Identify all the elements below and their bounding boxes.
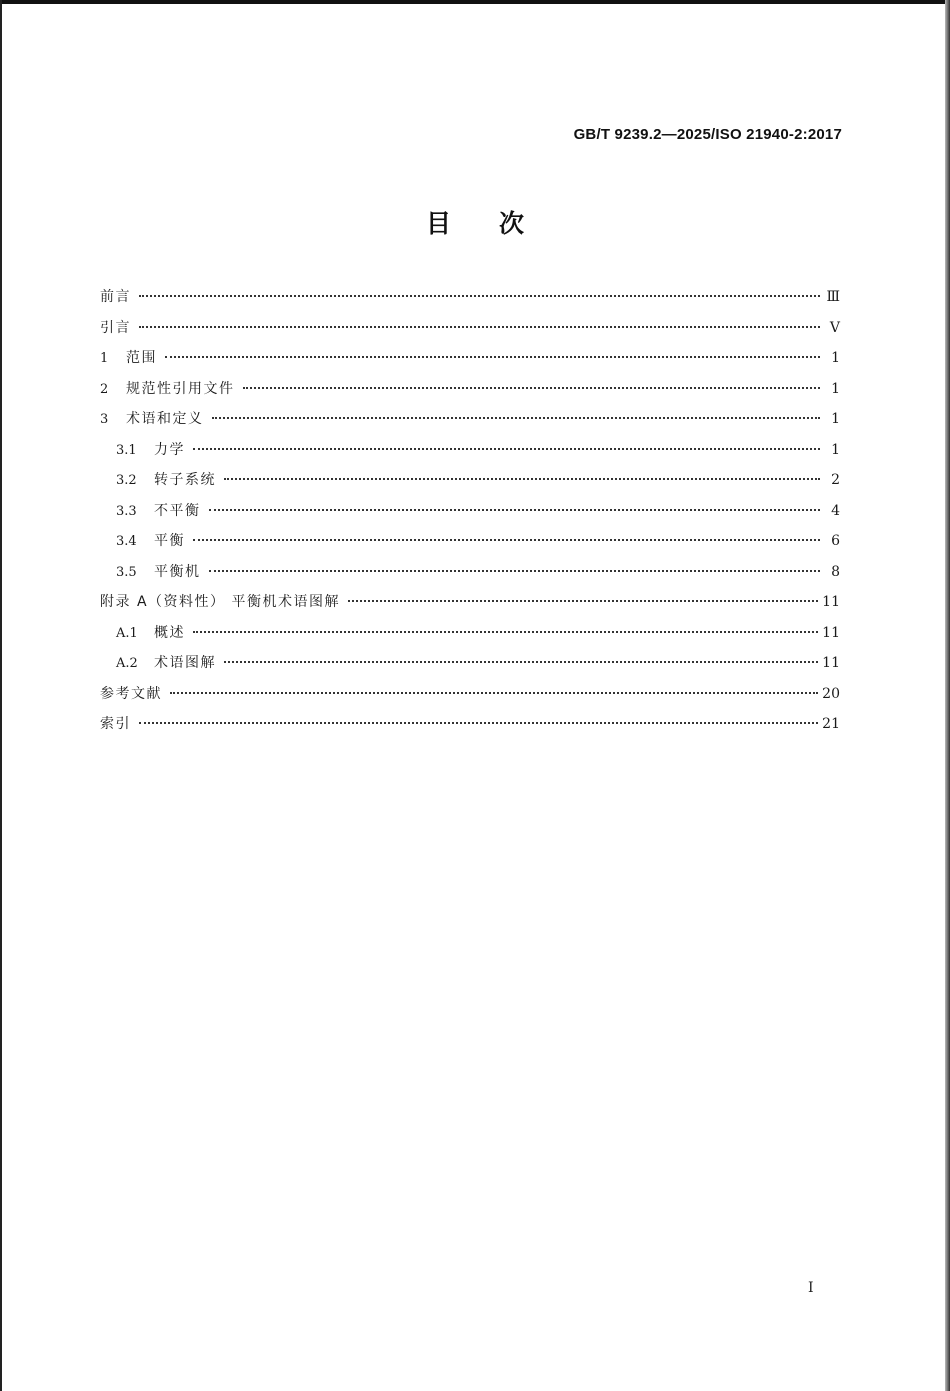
standard-identifier: GB/T 9239.2—2025/ISO 21940-2:2017 [573, 126, 842, 143]
toc-entry-label: 概述 [154, 624, 185, 641]
toc-entry-label: 不平衡 [154, 502, 201, 519]
toc-entry[interactable] [100, 347, 840, 378]
toc-entry-page: 21 [822, 716, 840, 732]
toc-entry-page: 1 [831, 441, 840, 458]
toc-entry[interactable] [100, 713, 840, 744]
toc-entry-label: 力学 [154, 441, 185, 458]
toc-entry-label: 术语图解 [154, 655, 216, 671]
toc-dot-leader [139, 295, 820, 297]
toc-entry-page: 2 [831, 472, 840, 488]
toc-entry-number: A.1 [116, 625, 138, 641]
page-number: I [808, 1280, 814, 1296]
toc-entry[interactable] [100, 683, 840, 714]
toc-entry[interactable] [100, 408, 840, 439]
toc-entry-label: 前言 [100, 289, 131, 305]
toc-entry[interactable] [100, 530, 840, 561]
toc-dot-leader [193, 539, 820, 541]
toc-entry-label: 引言 [100, 319, 131, 336]
toc-entry-page: 8 [831, 563, 840, 580]
toc-entry-label: 附录 A（资料性） 平衡机术语图解 [100, 594, 340, 610]
toc-entry-label: 术语和定义 [126, 411, 204, 427]
toc-dot-leader [165, 356, 820, 358]
toc-entry-number: 3.1 [116, 442, 137, 458]
toc-dot-leader [170, 692, 818, 694]
page-title: 目次 [425, 209, 572, 238]
toc-entry-page: 20 [822, 685, 840, 702]
toc-entry-label: 索引 [100, 716, 131, 732]
toc-entry-page: 11 [822, 594, 840, 610]
toc-dot-leader [224, 661, 818, 663]
toc-entry[interactable] [100, 561, 840, 592]
toc-entry-number: 3 [100, 412, 109, 427]
toc-entry-number: 1 [100, 351, 109, 366]
toc-dot-leader [209, 509, 821, 511]
toc-dot-leader [209, 570, 821, 572]
toc-entry[interactable] [100, 439, 840, 470]
toc-entry-number: 2 [100, 381, 109, 397]
toc-entry-number: 3.2 [116, 473, 137, 488]
toc-dot-leader [212, 417, 821, 419]
toc-entry-page: 11 [822, 624, 840, 641]
toc-entry-page: Ⅲ [826, 289, 840, 305]
toc-entry-page: 4 [831, 502, 840, 519]
toc-entry-label: 规范性引用文件 [126, 380, 235, 397]
toc-dot-leader [139, 722, 818, 724]
toc-entry[interactable] [100, 622, 840, 653]
toc-dot-leader [193, 631, 818, 633]
toc-entry[interactable] [100, 652, 840, 683]
toc-entry-page: 6 [831, 533, 840, 549]
toc-entry[interactable] [100, 286, 840, 317]
toc-dot-leader [348, 600, 818, 602]
toc-entry-number: 3.4 [116, 534, 137, 549]
toc-entry-label: 参考文献 [100, 685, 162, 702]
toc-entry-label: 平衡 [154, 533, 185, 549]
toc-entry[interactable] [100, 317, 840, 348]
toc-entry-label: 范围 [126, 350, 157, 366]
toc-dot-leader [243, 387, 821, 389]
scan-border-top [0, 0, 950, 4]
toc-entry-page: 1 [831, 411, 840, 427]
toc-entry-page: 1 [831, 350, 840, 366]
toc-entry-page: Ⅴ [829, 319, 840, 336]
toc-entry-label: 转子系统 [154, 472, 216, 488]
toc-entry-page: 11 [822, 655, 840, 671]
toc-entry-number: 3.5 [116, 564, 137, 580]
toc-entry-label: 平衡机 [154, 563, 201, 580]
toc-entry-number: 3.3 [116, 503, 137, 519]
toc-entry[interactable] [100, 469, 840, 500]
toc-dot-leader [224, 478, 820, 480]
toc-dot-leader [139, 326, 820, 328]
toc-entry[interactable] [100, 591, 840, 622]
table-of-contents [100, 286, 840, 744]
toc-entry-page: 1 [831, 380, 840, 397]
toc-dot-leader [193, 448, 820, 450]
toc-entry-number: A.2 [116, 656, 138, 671]
toc-entry[interactable] [100, 378, 840, 409]
toc-entry[interactable] [100, 500, 840, 531]
